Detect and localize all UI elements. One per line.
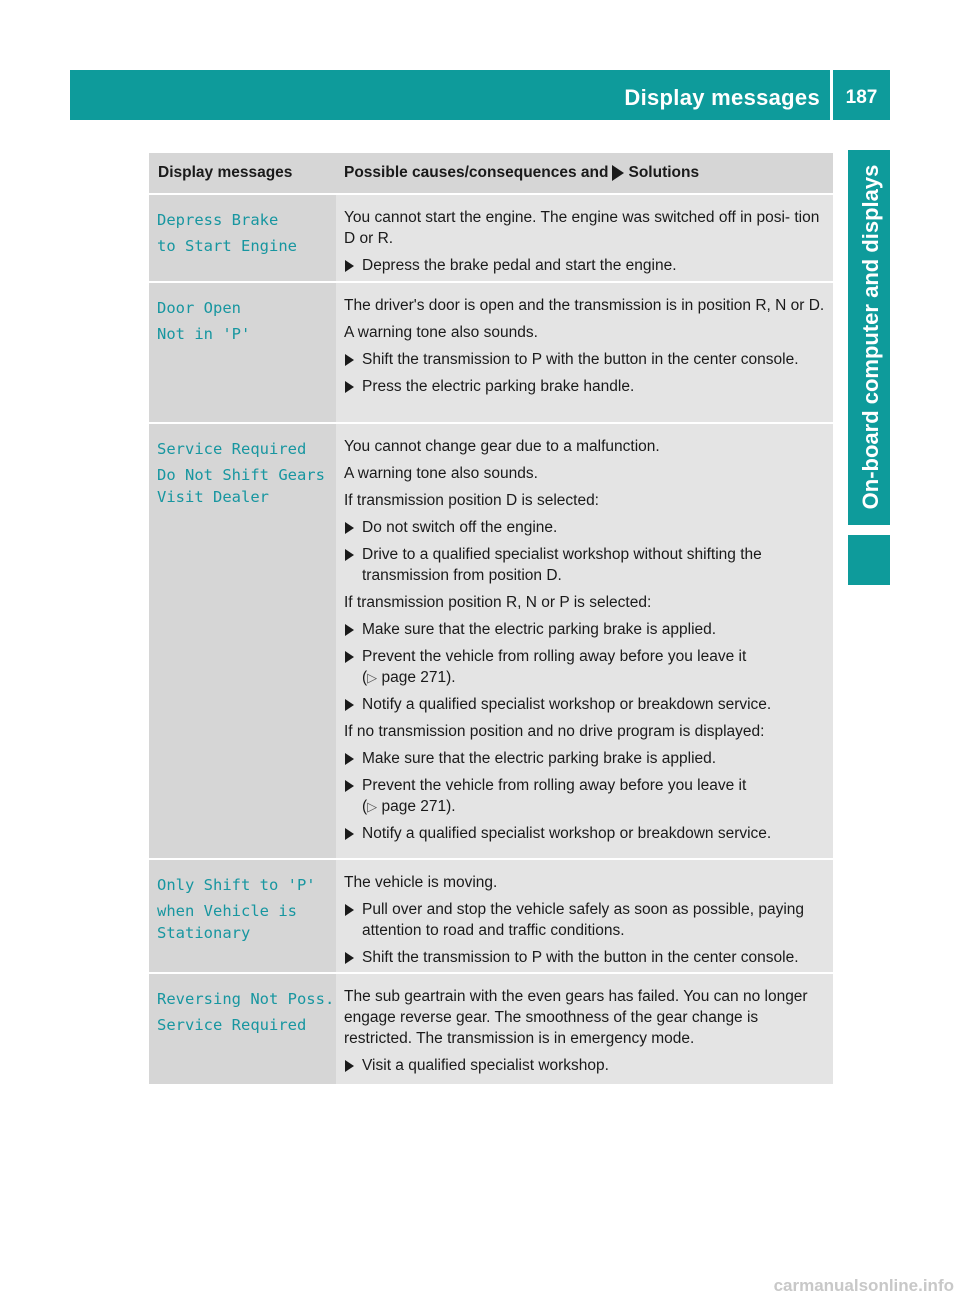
solution-step: Make sure that the electric parking brake is applied. xyxy=(344,619,827,640)
solution-step: Drive to a qualified specialist workshop without shifting the transmission from position D. xyxy=(344,544,827,586)
display-message-line: Not in 'P' xyxy=(157,325,251,343)
display-message-line: to Start Engine xyxy=(157,237,297,255)
message-cell xyxy=(149,424,336,858)
table-row xyxy=(149,422,833,858)
solution-step: Make sure that the electric parking brake is applied. xyxy=(344,748,827,769)
display-messages-table xyxy=(149,153,833,1084)
cause-text: If no transmission position and no drive program is displayed: xyxy=(344,723,765,740)
solution-step: Do not switch off the engine. xyxy=(344,517,827,538)
solution-step: Shift the transmission to P with the button in the center console. xyxy=(344,947,827,968)
page-reference-link[interactable]: page 271). xyxy=(381,798,456,815)
page-header xyxy=(70,70,890,120)
page-ref-icon: ▷ xyxy=(367,799,378,814)
col-header-display-messages: Display messages xyxy=(158,164,293,181)
table-row xyxy=(149,972,833,1084)
solution-arrow-icon xyxy=(612,165,624,181)
message-cell xyxy=(149,974,336,1084)
solution-step-text: Prevent the vehicle from rolling away before you leave it xyxy=(362,777,747,794)
table-row xyxy=(149,193,833,281)
solution-step: Notify a qualified specialist workshop or breakdown service. xyxy=(344,823,827,844)
cause-text: A warning tone also sounds. xyxy=(344,324,538,341)
display-message-line: Door Open xyxy=(157,299,241,317)
solution-step-text: Prevent the vehicle from rolling away before you leave it xyxy=(362,648,747,665)
cause-text: You cannot change gear due to a malfunction. xyxy=(344,438,660,455)
cause-text: A warning tone also sounds. xyxy=(344,465,538,482)
solution-cell xyxy=(336,283,833,422)
col-header-solutions-label: Solutions xyxy=(628,164,700,181)
cause-text: You cannot start the engine. The engine was switched off in posi- tion D or R. xyxy=(344,209,820,247)
page-reference-link[interactable]: page 271). xyxy=(381,669,456,686)
table-row xyxy=(149,858,833,972)
display-message-line: Reversing Not Poss. xyxy=(157,990,335,1008)
cause-text: The driver's door is open and the transmission is in position R, N or D. xyxy=(344,297,825,314)
solution-cell xyxy=(336,860,833,972)
table-header xyxy=(149,153,833,193)
chapter-marker xyxy=(848,535,890,585)
display-message-line: when Vehicle is xyxy=(157,902,297,920)
cause-text: The sub geartrain with the even gears has failed. You can no longer engage reverse gear. The smoothness of the gear change is restricted. The transmission is in emergency mode. xyxy=(344,988,808,1047)
solution-step: Press the electric parking brake handle. xyxy=(344,376,827,397)
display-message-line: Visit Dealer xyxy=(157,488,269,506)
solution-cell xyxy=(336,195,833,281)
display-message-line: Service Required xyxy=(157,440,307,458)
table-row xyxy=(149,281,833,422)
display-message-line: Stationary xyxy=(157,924,251,942)
solution-step: Visit a qualified specialist workshop. xyxy=(344,1055,827,1076)
message-cell xyxy=(149,860,336,972)
message-cell xyxy=(149,195,336,281)
solution-cell xyxy=(336,424,833,858)
solution-step: Shift the transmission to P with the button in the center console. xyxy=(344,349,827,370)
chapter-tab-label: On-board computer and displays xyxy=(858,164,883,510)
solution-step: Pull over and stop the vehicle safely as soon as possible, paying attention to road and traffic conditions. xyxy=(344,899,827,941)
solution-step: Prevent the vehicle from rolling away before you leave it (▷ page 271). xyxy=(344,646,827,688)
site-watermark: carmanualsonline.info xyxy=(773,1276,954,1295)
solution-step: Notify a qualified specialist workshop or breakdown service. xyxy=(344,694,827,715)
page-ref-icon: ▷ xyxy=(367,670,378,685)
display-message-line: Service Required xyxy=(157,1016,307,1034)
section-title: Display messages xyxy=(624,85,820,110)
display-message-line: Depress Brake xyxy=(157,211,279,229)
cause-text: If transmission position D is selected: xyxy=(344,492,599,509)
message-cell xyxy=(149,283,336,422)
solution-step: Prevent the vehicle from rolling away before you leave it (▷ page 271). xyxy=(344,775,827,817)
solution-step: Depress the brake pedal and start the engine. xyxy=(344,255,827,276)
col-header-solutions xyxy=(336,164,833,182)
col-header-causes-label: Possible causes/consequences and xyxy=(344,164,609,181)
cause-text: If transmission position R, N or P is selected: xyxy=(344,594,652,611)
solution-cell xyxy=(336,974,833,1084)
cause-text: The vehicle is moving. xyxy=(344,874,498,891)
page-number: 187 xyxy=(845,87,878,108)
display-message-line: Only Shift to 'P' xyxy=(157,876,316,894)
display-message-line: Do Not Shift Gears xyxy=(157,466,325,484)
